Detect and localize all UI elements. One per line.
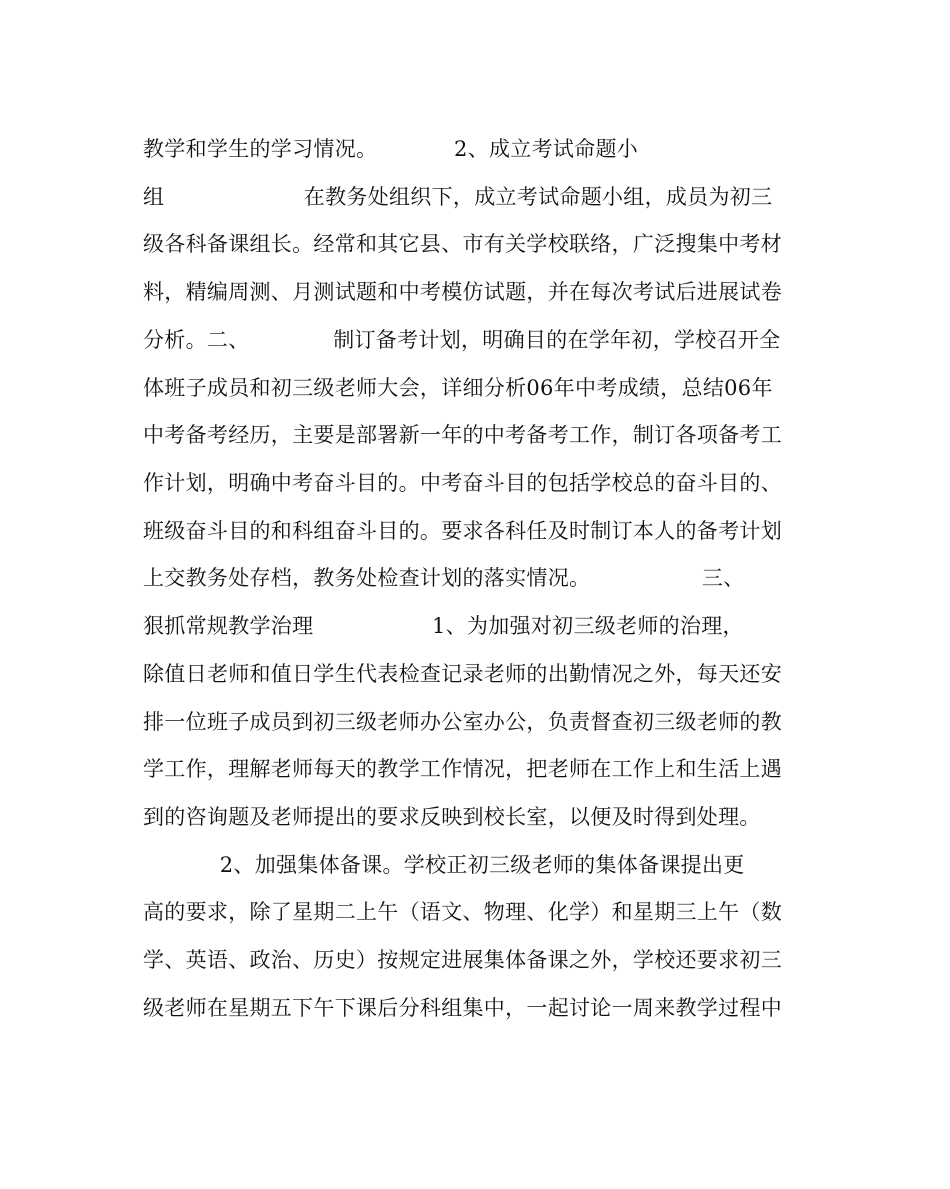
text-line: 教学和学生的学习情况。 2、成立考试命题小: [143, 137, 639, 161]
text-line: 作计划，明确中考奋斗目的。中考奋斗目的包括学校总的奋斗目的、: [143, 471, 782, 495]
text-line: 上交教务处存档，教务处检查计划的落实情况。 三、: [143, 566, 745, 590]
text-line: 除值日老师和值日学生代表检查记录老师的出勤情况之外，每天还安: [143, 662, 782, 686]
text-line: 料，精编周测、月测试题和中考模仿试题，并在每次考试后进展试卷: [143, 280, 782, 304]
text-line: 体班子成员和初三级老师大会，详细分析06年中考成绩，总结06年: [143, 376, 773, 400]
text-line: 学工作，理解老师每天的教学工作情况，把老师在工作上和生活上遇: [143, 757, 782, 781]
text-line: 2、加强集体备课。学校正初三级老师的集体备课提出更: [143, 853, 745, 877]
text-line: 排一位班子成员到初三级老师办公室办公，负责督查初三级老师的教: [143, 710, 782, 734]
text-line: 狠抓常规教学治理 1、为加强对初三级老师的治理，: [143, 614, 744, 638]
text-line: 到的咨询题及老师提出的要求反映到校长室，以便及时得到处理。: [143, 805, 761, 829]
text-line: 级老师在星期五下午下课后分科组集中，一起讨论一周来教学过程中: [143, 996, 782, 1020]
text-line: 高的要求，除了星期二上午（语文、物理、化学）和星期三上午（数: [143, 900, 782, 924]
text-line: 班级奋斗目的和科组奋斗目的。要求各科任及时制订本人的备考计划: [143, 519, 782, 543]
text-line: 级各科备课组长。经常和其它县、市有关学校联络，广泛搜集中考材: [143, 232, 782, 256]
text-line: 组 在教务处组织下，成立考试命题小组，成员为初三: [143, 185, 773, 209]
text-line: 学、英语、政治、历史）按规定进展集体备课之外，学校还要求初三: [143, 948, 782, 972]
text-line: 中考备考经历，主要是部署新一年的中考备考工作，制订各项备考工: [143, 423, 782, 447]
text-line: 分析。二、 制订备考计划，明确目的在学年初，学校召开全: [143, 328, 781, 352]
